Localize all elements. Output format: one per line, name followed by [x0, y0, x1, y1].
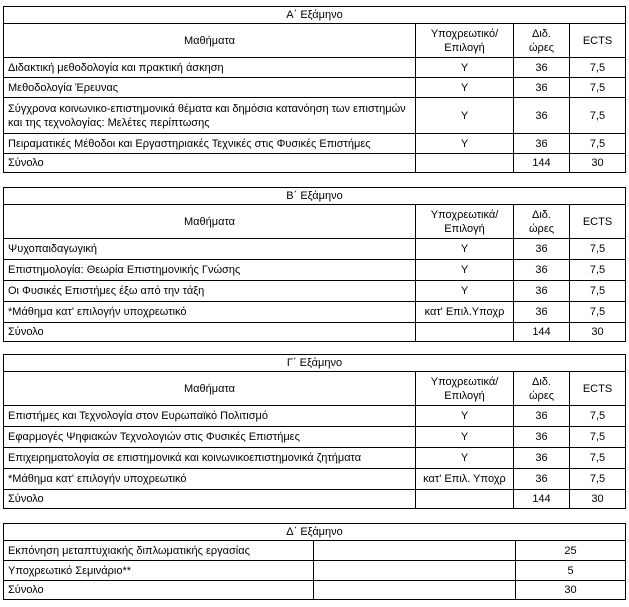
course-name: Διδακτική μεθοδολογία και πρακτική άσκηση [4, 58, 416, 78]
course-type: κατ' Επιλ. Υποχρ [416, 469, 514, 490]
total-label: Σύνολο [4, 581, 314, 600]
semester-a-table [3, 6, 626, 173]
course-name: Σύγχρονα κοινωνικο-επιστημονικά θέματα και δημόσια κατανόηση των επιστημών και της τεχνολογίας: Μελέτες περίπτωσης [4, 98, 416, 134]
total-label: Σύνολο [4, 490, 416, 509]
item-empty [314, 541, 516, 561]
header-type: Υποχρεωτικά/ Επιλογή [416, 205, 514, 239]
table-row [4, 302, 626, 323]
table-row [4, 281, 626, 302]
course-name: Μεθοδολογία Έρευνας [4, 78, 416, 98]
course-hours: 36 [514, 281, 570, 302]
item-empty [314, 561, 516, 581]
table-row [4, 58, 626, 78]
total-empty [416, 323, 514, 342]
total-empty [416, 490, 514, 509]
table-row [4, 239, 626, 260]
course-ects: 7,5 [570, 260, 626, 281]
total-empty [416, 154, 514, 173]
header-courses: Μαθήματα [4, 24, 416, 58]
item-name: Εκπόνηση μεταπτυχιακής διπλωματικής εργασίας [4, 541, 314, 561]
table-row [4, 427, 626, 448]
course-ects: 7,5 [570, 469, 626, 490]
header-type: Υποχρεωτικό/ Επιλογή [416, 24, 514, 58]
total-hours: 144 [514, 490, 570, 509]
course-hours: 36 [514, 427, 570, 448]
course-type: Υ [416, 78, 514, 98]
course-type: Υ [416, 406, 514, 427]
course-hours: 36 [514, 239, 570, 260]
course-type: Υ [416, 448, 514, 469]
header-type: Υποχρεωτικά/ Επιλογή [416, 372, 514, 406]
total-empty [314, 581, 516, 600]
table-row [4, 448, 626, 469]
item-ects: 25 [516, 541, 626, 561]
course-ects: 7,5 [570, 134, 626, 154]
course-name: Επιχειρηματολογία σε επιστημονικά και κοινωνικοεπιστημονικά ζητήματα [4, 448, 416, 469]
semester-title: Β΄ Εξάμηνο [4, 188, 626, 205]
course-hours: 36 [514, 98, 570, 134]
course-type: Υ [416, 239, 514, 260]
course-name: Εφαρμογές Ψηφιακών Τεχνολογιών στις Φυσικές Επιστήμες [4, 427, 416, 448]
course-hours: 36 [514, 469, 570, 490]
table-row [4, 260, 626, 281]
course-type: κατ' Επιλ.Υποχρ [416, 302, 514, 323]
course-name: *Μάθημα κατ' επιλογήν υποχρεωτικό [4, 469, 416, 490]
semester-c-table [3, 354, 626, 509]
course-type: Υ [416, 58, 514, 78]
course-hours: 36 [514, 134, 570, 154]
table-row [4, 406, 626, 427]
total-ects: 30 [516, 581, 626, 600]
course-hours: 36 [514, 448, 570, 469]
course-hours: 36 [514, 302, 570, 323]
table-row [4, 561, 626, 581]
total-row [4, 581, 626, 600]
table-row [4, 134, 626, 154]
course-name: Επιστήμες και Τεχνολογία στον Ευρωπαϊκό Πολιτισμό [4, 406, 416, 427]
total-ects: 30 [570, 323, 626, 342]
total-ects: 30 [570, 490, 626, 509]
total-hours: 144 [514, 154, 570, 173]
course-name: *Μάθημα κατ' επιλογήν υποχρεωτικό [4, 302, 416, 323]
course-ects: 7,5 [570, 98, 626, 134]
table-row [4, 78, 626, 98]
total-label: Σύνολο [4, 323, 416, 342]
course-ects: 7,5 [570, 427, 626, 448]
course-hours: 36 [514, 58, 570, 78]
header-courses: Μαθήματα [4, 372, 416, 406]
course-type: Υ [416, 427, 514, 448]
course-type: Υ [416, 134, 514, 154]
header-hours: Διδ. ώρες [514, 205, 570, 239]
semester-d-table [3, 523, 626, 600]
course-name: Οι Φυσικές Επιστήμες έξω από την τάξη [4, 281, 416, 302]
course-hours: 36 [514, 78, 570, 98]
total-hours: 144 [514, 323, 570, 342]
course-name: Επιστημολογία: Θεωρία Επιστημονικής Γνώσης [4, 260, 416, 281]
header-ects: ECTS [570, 372, 626, 406]
course-ects: 7,5 [570, 58, 626, 78]
header-hours: Διδ. ώρες [514, 24, 570, 58]
table-row [4, 541, 626, 561]
course-ects: 7,5 [570, 78, 626, 98]
table-row [4, 98, 626, 134]
total-row [4, 490, 626, 509]
header-hours: Διδ. ώρες [514, 372, 570, 406]
header-ects: ECTS [570, 24, 626, 58]
total-row [4, 154, 626, 173]
semester-b-table [3, 187, 626, 342]
semester-title: Α΄ Εξάμηνο [4, 7, 626, 24]
course-type: Υ [416, 260, 514, 281]
table-row [4, 469, 626, 490]
item-name: Υποχρεωτικό Σεμινάριο** [4, 561, 314, 581]
header-courses: Μαθήματα [4, 205, 416, 239]
course-hours: 36 [514, 406, 570, 427]
course-ects: 7,5 [570, 281, 626, 302]
semester-title: Γ΄ Εξάμηνο [4, 355, 626, 372]
total-label: Σύνολο [4, 154, 416, 173]
course-name: Πειραματικές Μέθοδοι και Εργαστηριακές Τεχνικές στις Φυσικές Επιστήμες [4, 134, 416, 154]
total-row [4, 323, 626, 342]
course-ects: 7,5 [570, 239, 626, 260]
item-ects: 5 [516, 561, 626, 581]
header-ects: ECTS [570, 205, 626, 239]
course-ects: 7,5 [570, 406, 626, 427]
course-type: Υ [416, 98, 514, 134]
course-hours: 36 [514, 260, 570, 281]
course-name: Ψυχοπαιδαγωγική [4, 239, 416, 260]
total-ects: 30 [570, 154, 626, 173]
semester-title: Δ΄ Εξάμηνο [4, 524, 626, 541]
course-type: Υ [416, 281, 514, 302]
course-ects: 7,5 [570, 302, 626, 323]
course-ects: 7,5 [570, 448, 626, 469]
